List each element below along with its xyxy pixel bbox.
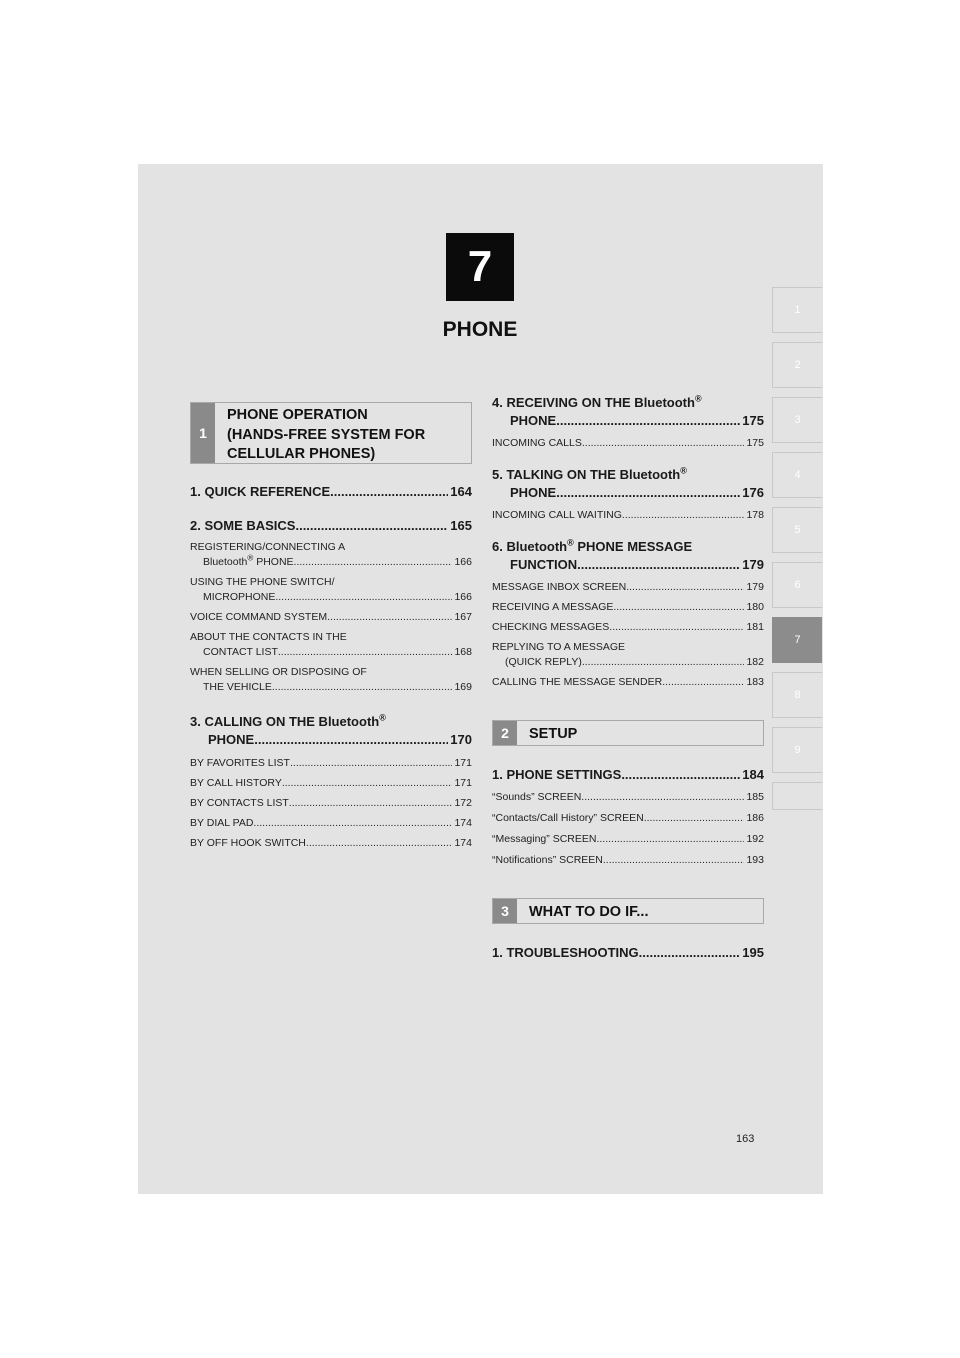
section-number: 1: [191, 403, 215, 463]
section-title: PHONE OPERATION (HANDS-FREE SYSTEM FOR CELLULAR PHONES): [227, 407, 426, 462]
toc-entry-some-basics[interactable]: 2. SOME BASICS ..... 165: [190, 517, 472, 535]
page-ref: 175: [742, 413, 764, 428]
toc-sub-call-history[interactable]: BY CALL HISTORY ..... 171: [190, 776, 472, 791]
toc-entry-talking[interactable]: 5. TALKING ON THE Bluetooth® PHONE ..... 176: [492, 466, 764, 502]
toc-sub-list: [492, 508, 764, 523]
section-header-2: [492, 720, 764, 746]
toc-left-column: [190, 402, 472, 851]
page-ref: 176: [742, 485, 764, 500]
page-ref: 164: [450, 484, 472, 499]
toc-sub-receiving-message[interactable]: RECEIVING A MESSAGE ..... 180: [492, 600, 764, 615]
chapter-tabs: [772, 287, 822, 819]
toc-sub-dial-pad[interactable]: BY DIAL PAD ..... 174: [190, 816, 472, 831]
toc-sub-checking[interactable]: CHECKING MESSAGES ..... 181: [492, 620, 764, 635]
page-number: 163: [736, 1133, 755, 1145]
toc-sub-list: [492, 790, 764, 868]
toc-sub-contacts-list[interactable]: BY CONTACTS LIST ..... 172: [190, 796, 472, 811]
toc-entry-receiving[interactable]: 4. RECEIVING ON THE Bluetooth® PHONE ..... 175: [492, 394, 764, 430]
section-header-3: [492, 898, 764, 924]
section-header-1: [190, 402, 472, 464]
toc-sub-favorites[interactable]: BY FAVORITES LIST ..... 171: [190, 756, 472, 771]
toc-entry-phone-settings[interactable]: 1. PHONE SETTINGS ..... 184: [492, 766, 764, 784]
tab-5[interactable]: 5: [772, 507, 822, 553]
toc-sub-notifications[interactable]: “Notifications” SCREEN ..... 193: [492, 853, 764, 868]
toc-sub-list: [190, 540, 472, 695]
tab-4[interactable]: 4: [772, 452, 822, 498]
toc-sub-registering[interactable]: REGISTERING/CONNECTING A Bluetooth® PHONE ..... 166: [190, 540, 472, 570]
toc-sub-replying[interactable]: REPLYING TO A MESSAGE (QUICK REPLY) ..... 182: [492, 640, 764, 670]
tab-7[interactable]: 7: [772, 617, 822, 663]
tab-6[interactable]: 6: [772, 562, 822, 608]
toc-sub-list: [190, 756, 472, 851]
tab-blank: [772, 782, 822, 810]
page-ref: 179: [742, 557, 764, 572]
toc-right-column: [492, 394, 764, 962]
section-number: 2: [493, 721, 517, 745]
toc-sub-contacts[interactable]: ABOUT THE CONTACTS IN THE CONTACT LIST ..... 168: [190, 630, 472, 660]
toc-sub-list: [492, 580, 764, 690]
tab-1[interactable]: 1: [772, 287, 822, 333]
page-ref: 165: [450, 518, 472, 533]
toc-entry-message-function[interactable]: 6. Bluetooth® PHONE MESSAGE FUNCTION ..... 179: [492, 538, 764, 574]
chapter-number-box: [446, 233, 514, 301]
section-title: SETUP: [529, 726, 578, 742]
page-ref: 195: [742, 945, 764, 960]
tab-8[interactable]: 8: [772, 672, 822, 718]
toc-sub-call-waiting[interactable]: INCOMING CALL WAITING ..... 178: [492, 508, 764, 523]
tab-9[interactable]: 9: [772, 727, 822, 773]
toc-sub-sounds[interactable]: “Sounds” SCREEN ..... 185: [492, 790, 764, 805]
toc-sub-calling-sender[interactable]: CALLING THE MESSAGE SENDER ..... 183: [492, 675, 764, 690]
toc-sub-list: [492, 436, 764, 451]
page-ref: 170: [450, 732, 472, 747]
tab-3[interactable]: 3: [772, 397, 822, 443]
toc-sub-contacts-history[interactable]: “Contacts/Call History” SCREEN ..... 186: [492, 811, 764, 826]
toc-sub-messaging[interactable]: “Messaging” SCREEN ..... 192: [492, 832, 764, 847]
toc-sub-incoming-calls[interactable]: INCOMING CALLS ..... 175: [492, 436, 764, 451]
toc-sub-voice-command[interactable]: VOICE COMMAND SYSTEM ..... 167: [190, 610, 472, 625]
page-ref: 184: [742, 767, 764, 782]
chapter-title: PHONE: [442, 318, 518, 341]
tab-2[interactable]: 2: [772, 342, 822, 388]
toc-sub-off-hook[interactable]: BY OFF HOOK SWITCH ..... 174: [190, 836, 472, 851]
toc-sub-phone-switch[interactable]: USING THE PHONE SWITCH/ MICROPHONE ..... 166: [190, 575, 472, 605]
chapter-number: 7: [467, 242, 493, 291]
toc-entry-calling[interactable]: 3. CALLING ON THE Bluetooth® PHONE ..... 170: [190, 713, 472, 749]
section-number: 3: [493, 899, 517, 923]
toc-entry-quick-reference[interactable]: 1. QUICK REFERENCE ..... 164: [190, 483, 472, 501]
toc-sub-inbox[interactable]: MESSAGE INBOX SCREEN ..... 179: [492, 580, 764, 595]
toc-entry-troubleshooting[interactable]: 1. TROUBLESHOOTING ..... 195: [492, 944, 764, 962]
section-title: WHAT TO DO IF...: [529, 904, 649, 920]
toc-sub-selling[interactable]: WHEN SELLING OR DISPOSING OF THE VEHICLE ..... 169: [190, 665, 472, 695]
